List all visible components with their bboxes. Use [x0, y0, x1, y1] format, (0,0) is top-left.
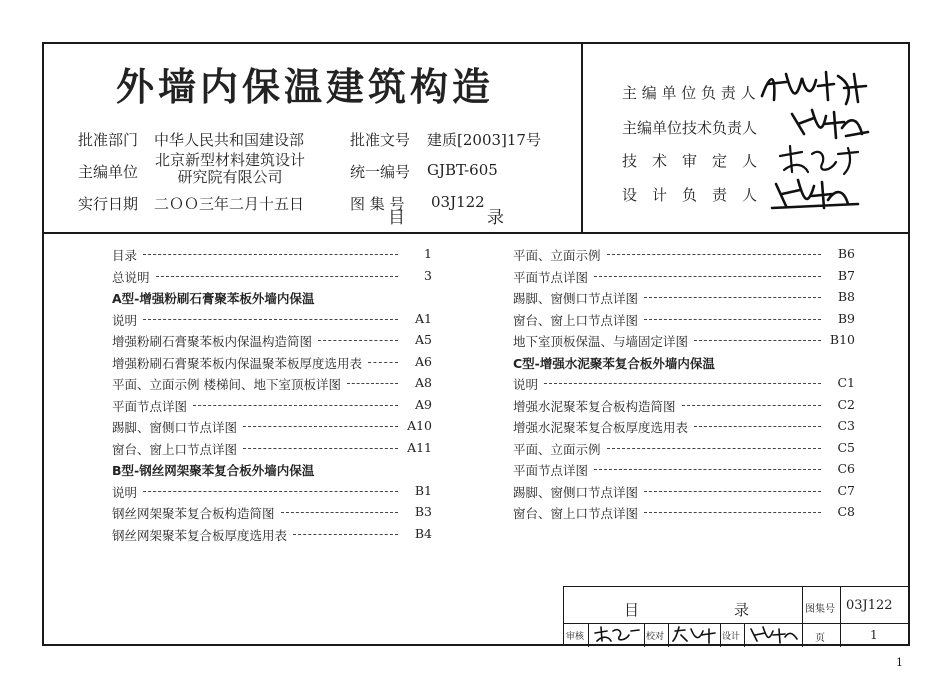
toc-entry	[112, 524, 432, 546]
title-block-row-divider	[564, 623, 910, 624]
toc-entry	[112, 309, 432, 331]
toc-leader	[293, 534, 398, 535]
toc-leader	[644, 297, 821, 298]
page-number: 1	[870, 628, 878, 642]
toc-entry-page: A8	[415, 375, 432, 390]
effective-date-label: 实行日期	[78, 195, 139, 213]
toc-leader	[156, 276, 398, 277]
toc-leader	[607, 448, 821, 449]
toc-leader	[243, 426, 398, 427]
editor-unit	[150, 152, 310, 186]
toc-leader	[594, 276, 821, 277]
toc-entry-title: 说明	[112, 312, 138, 328]
toc-entry	[513, 502, 855, 524]
page-label: 页	[815, 633, 825, 644]
toc-leader	[143, 491, 398, 492]
toc-entry	[513, 459, 855, 481]
unified-no-label: 统一编号	[350, 163, 411, 181]
toc-entry	[513, 481, 855, 503]
toc-entry-title: B型-钢丝网架聚苯复合板外墙内保温	[112, 463, 315, 478]
toc-entry	[513, 395, 855, 417]
toc-entry-title: 窗台、窗上口节点详图	[112, 441, 238, 457]
toc-entry	[112, 438, 432, 460]
title-block-cell-divider	[588, 623, 589, 647]
toc-entry-title: 增强水泥聚苯复合板构造简图	[513, 398, 676, 414]
toc-entry-title: 说明	[112, 484, 138, 500]
toc-entry	[513, 309, 855, 331]
toc-entry	[513, 266, 855, 288]
signature-technical-reviewer	[774, 142, 864, 178]
toc-entry-page: A1	[415, 310, 432, 326]
toc-entry-page: B7	[837, 267, 855, 283]
toc-entry-title: 平面、立面示例	[513, 441, 601, 457]
toc-entry-page: A9	[415, 396, 432, 412]
toc-leader	[143, 254, 398, 255]
toc-leader	[544, 383, 821, 384]
toc-entry-title: 平面节点详图	[513, 269, 589, 285]
toc-entry-title: 地下室顶板保温、与墙固定详图	[513, 334, 689, 349]
approval-dept-label: 批准部门	[78, 131, 139, 149]
toc-entry-title: 平面、立面示例 楼梯间、地下室顶板详图	[112, 377, 341, 392]
toc-section-heading	[513, 352, 855, 374]
toc-entry-page: B6	[837, 246, 855, 261]
review-label: 审核	[566, 632, 585, 642]
check-label: 校对	[646, 632, 665, 642]
toc-entry-page: A5	[415, 332, 432, 347]
editor-unit-line1: 北京新型材料建筑设计	[154, 151, 305, 169]
title-block-cell-divider	[644, 623, 645, 647]
toc-entry	[112, 352, 432, 374]
technical-reviewer-label: 技 术 审 定 人	[622, 152, 758, 170]
signature-checker	[671, 625, 717, 645]
toc-entry-title: 窗台、窗上口节点详图	[513, 506, 639, 521]
toc-entry	[112, 395, 432, 417]
toc-entry-title: 平面节点详图	[112, 398, 188, 414]
toc-entry-page: C3	[837, 418, 855, 433]
atlas-no-label: 图集号	[805, 604, 835, 615]
toc-entry-title: 增强粉刷石膏聚苯板内保温聚苯板厚度选用表	[112, 355, 363, 371]
toc-left-column	[112, 244, 432, 545]
toc-entry-page: B4	[414, 525, 432, 541]
atlas-title: 外墙内保温建筑构造	[116, 64, 495, 109]
toc-entry-title: 说明	[513, 377, 539, 392]
approval-doc-label: 批准文号	[350, 131, 411, 149]
toc-leader	[682, 405, 821, 406]
title-block-cell-divider	[720, 623, 721, 647]
toc-entry-title: 平面节点详图	[513, 463, 589, 478]
toc-entry-title: 踢脚、窗侧口节点详图	[513, 484, 639, 500]
title-block-col-divider-1	[802, 587, 803, 647]
chief-unit-head-label: 主 编 单 位 负 责 人	[622, 84, 756, 102]
atlas-no: 03J122	[431, 193, 485, 211]
toc-entry-page: 3	[424, 267, 432, 283]
toc-leader	[644, 512, 821, 513]
toc-entry	[112, 373, 432, 395]
header-column-divider	[581, 44, 583, 232]
toc-entry	[513, 287, 855, 309]
toc-entry-title: 钢丝网架聚苯复合板厚度选用表	[112, 527, 288, 543]
approval-doc: 建质[2003]17号	[427, 131, 541, 149]
toc-entry	[112, 416, 432, 438]
toc-entry-title: C型-增强水泥聚苯复合板外墙内保温	[513, 355, 715, 371]
title-block	[563, 586, 910, 646]
toc-entry	[513, 416, 855, 438]
toc-entry-page: C2	[837, 396, 855, 412]
design-head-label: 设 计 负 责 人	[622, 186, 758, 204]
toc-leader	[644, 319, 821, 320]
signature-tech-head	[784, 104, 874, 146]
toc-leader	[594, 469, 821, 470]
toc-entry	[513, 438, 855, 460]
toc-entry	[112, 502, 432, 524]
toc-entry-page: B9	[837, 310, 855, 326]
signature-designer	[747, 625, 799, 645]
toc-entry-page: C7	[837, 482, 855, 498]
toc-heading-char2: 录	[487, 208, 504, 228]
title-block-col-divider-2	[840, 587, 841, 647]
toc-right-column	[513, 244, 855, 524]
toc-entry	[112, 330, 432, 352]
approval-dept: 中华人民共和国建设部	[154, 131, 305, 149]
toc-entry-title: 目录	[112, 248, 138, 263]
toc-entry-title: 平面、立面示例	[513, 248, 601, 263]
toc-entry-page: B3	[414, 504, 432, 519]
toc-entry-title: 增强水泥聚苯复合板厚度选用表	[513, 420, 689, 435]
toc-entry	[513, 244, 855, 266]
toc-entry-title: 踢脚、窗侧口节点详图	[513, 291, 639, 306]
editor-unit-label: 主编单位	[78, 163, 139, 181]
toc-leader	[694, 426, 821, 427]
toc-leader	[607, 254, 821, 255]
toc-entry-page: B8	[837, 289, 855, 304]
toc-leader	[193, 405, 398, 406]
toc-entry-page: A10	[407, 418, 432, 433]
atlas-no-label: 图 集 号	[350, 195, 405, 213]
toc-entry-page: C6	[837, 461, 855, 476]
signature-reviewer	[591, 625, 641, 645]
toc-leader	[243, 448, 398, 449]
toc-entry-page: C5	[837, 439, 855, 455]
title-block-cell-divider	[668, 623, 669, 647]
footer-page-number: 1	[896, 656, 903, 669]
toc-entry-page: C8	[837, 504, 855, 519]
toc-entry	[112, 481, 432, 503]
toc-entry-title: A型-增强粉刷石膏聚苯板外墙内保温	[112, 291, 315, 306]
toc-entry-page: B1	[414, 482, 432, 498]
toc-section-heading	[112, 287, 432, 309]
toc-entry-page: 1	[424, 246, 432, 261]
atlas-no-value: 03J122	[846, 598, 893, 613]
header-divider	[44, 232, 908, 234]
toc-entry-page: B10	[829, 332, 855, 347]
toc-entry	[112, 266, 432, 288]
toc-entry-title: 窗台、窗上口节点详图	[513, 312, 639, 328]
toc-leader	[368, 362, 398, 363]
toc-entry-page: A11	[407, 439, 432, 455]
toc-leader	[281, 512, 398, 513]
editor-unit-line2: 研究院有限公司	[177, 168, 283, 186]
toc-entry	[112, 244, 432, 266]
toc-leader	[143, 319, 398, 320]
toc-section-heading	[112, 459, 432, 481]
toc-leader	[347, 383, 398, 384]
sheet-name-char1: 目	[624, 601, 640, 619]
unified-no: GJBT-605	[427, 161, 498, 179]
sheet-name-char2: 录	[734, 601, 750, 619]
toc-entry	[513, 330, 855, 352]
toc-entry-title: 总说明	[112, 269, 150, 285]
toc-leader	[318, 340, 398, 341]
toc-leader	[694, 340, 821, 341]
title-block-cell-divider	[744, 623, 745, 647]
effective-date: 二ＯＯ三年二月十五日	[154, 195, 305, 213]
toc-entry-title: 踢脚、窗侧口节点详图	[112, 420, 238, 435]
toc-entry-page: C1	[837, 375, 855, 390]
toc-entry	[513, 373, 855, 395]
design-label: 设计	[722, 632, 741, 642]
toc-entry-title: 增强粉刷石膏聚苯板内保温构造简图	[112, 334, 313, 349]
chief-unit-tech-head-label: 主编单位技术负责人	[622, 119, 758, 137]
signature-design-head	[768, 174, 864, 214]
toc-leader	[644, 491, 821, 492]
toc-entry-title: 钢丝网架聚苯复合板构造简图	[112, 506, 275, 521]
toc-entry-page: A6	[415, 353, 432, 369]
toc-heading-char1: 目	[388, 208, 405, 228]
